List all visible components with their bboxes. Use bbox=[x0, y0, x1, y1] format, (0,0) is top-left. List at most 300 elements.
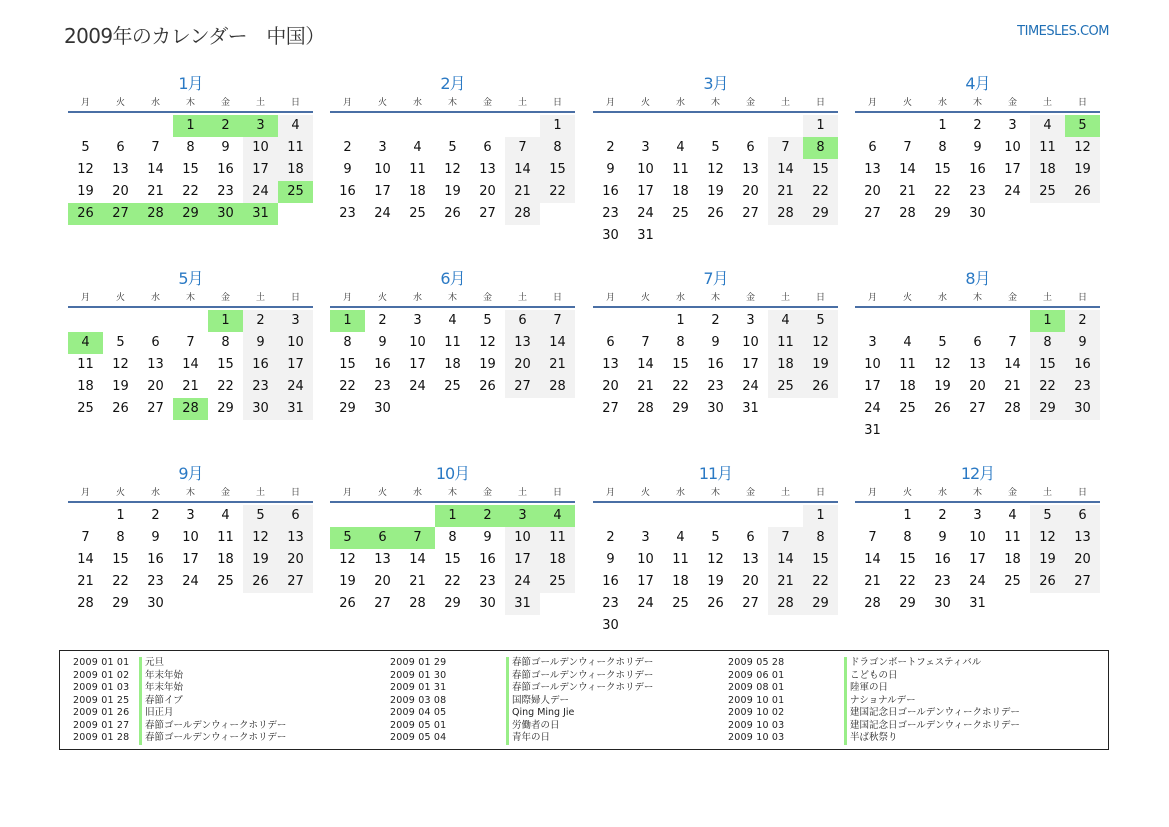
day-cell[interactable]: 17 bbox=[637, 574, 654, 589]
day-cell[interactable]: 1 bbox=[435, 505, 470, 527]
day-cell[interactable]: 5 bbox=[330, 527, 365, 549]
day-cell[interactable]: 13 bbox=[147, 357, 164, 372]
day-cell[interactable]: 30 bbox=[969, 206, 986, 221]
day-cell[interactable]: 28 bbox=[768, 593, 803, 615]
day-cell[interactable]: 12 bbox=[1030, 527, 1065, 549]
day-cell[interactable]: 24 bbox=[742, 379, 759, 394]
day-cell[interactable]: 14 bbox=[505, 159, 540, 181]
day-cell[interactable]: 11 bbox=[899, 357, 916, 372]
day-cell[interactable]: 31 bbox=[637, 228, 654, 243]
day-cell[interactable]: 2 bbox=[378, 313, 387, 328]
day-cell[interactable]: 18 bbox=[409, 184, 426, 199]
day-cell[interactable]: 7 bbox=[1008, 335, 1017, 350]
day-cell[interactable]: 9 bbox=[711, 335, 720, 350]
day-cell[interactable]: 15 bbox=[803, 549, 838, 571]
day-cell[interactable]: 21 bbox=[768, 571, 803, 593]
day-cell[interactable]: 6 bbox=[278, 505, 313, 527]
day-cell[interactable]: 22 bbox=[803, 571, 838, 593]
day-cell[interactable]: 8 bbox=[1030, 332, 1065, 354]
day-cell[interactable]: 15 bbox=[112, 552, 129, 567]
day-cell[interactable]: 14 bbox=[1004, 357, 1021, 372]
day-cell[interactable]: 27 bbox=[103, 203, 138, 225]
day-cell[interactable]: 6 bbox=[116, 140, 125, 155]
day-cell[interactable]: 26 bbox=[1065, 181, 1100, 203]
day-cell[interactable]: 5 bbox=[483, 313, 492, 328]
day-cell[interactable]: 21 bbox=[505, 181, 540, 203]
day-cell[interactable]: 23 bbox=[374, 379, 391, 394]
day-cell[interactable]: 4 bbox=[68, 332, 103, 354]
day-cell[interactable]: 4 bbox=[278, 115, 313, 137]
day-cell[interactable]: 24 bbox=[243, 181, 278, 203]
day-cell[interactable]: 27 bbox=[742, 596, 759, 611]
day-cell[interactable]: 3 bbox=[641, 530, 650, 545]
day-cell[interactable]: 4 bbox=[1030, 115, 1065, 137]
day-cell[interactable]: 31 bbox=[742, 401, 759, 416]
day-cell[interactable]: 22 bbox=[112, 574, 129, 589]
day-cell[interactable]: 14 bbox=[864, 552, 881, 567]
day-cell[interactable]: 18 bbox=[1004, 552, 1021, 567]
day-cell[interactable]: 3 bbox=[973, 508, 982, 523]
day-cell[interactable]: 15 bbox=[444, 552, 461, 567]
day-cell[interactable]: 9 bbox=[973, 140, 982, 155]
day-cell[interactable]: 16 bbox=[602, 184, 619, 199]
day-cell[interactable]: 26 bbox=[243, 571, 278, 593]
day-cell[interactable]: 15 bbox=[672, 357, 689, 372]
day-cell[interactable]: 15 bbox=[540, 159, 575, 181]
day-cell[interactable]: 14 bbox=[182, 357, 199, 372]
day-cell[interactable]: 6 bbox=[606, 335, 615, 350]
day-cell[interactable]: 28 bbox=[540, 376, 575, 398]
day-cell[interactable]: 17 bbox=[182, 552, 199, 567]
day-cell[interactable]: 30 bbox=[147, 596, 164, 611]
day-cell[interactable]: 6 bbox=[483, 140, 492, 155]
day-cell[interactable]: 7 bbox=[903, 140, 912, 155]
day-cell[interactable]: 15 bbox=[1030, 354, 1065, 376]
day-cell[interactable]: 8 bbox=[221, 335, 230, 350]
day-cell[interactable]: 21 bbox=[77, 574, 94, 589]
day-cell[interactable]: 21 bbox=[768, 181, 803, 203]
day-cell[interactable]: 10 bbox=[1004, 140, 1021, 155]
day-cell[interactable]: 12 bbox=[77, 162, 94, 177]
day-cell[interactable]: 18 bbox=[77, 379, 94, 394]
day-cell[interactable]: 24 bbox=[409, 379, 426, 394]
day-cell[interactable]: 12 bbox=[444, 162, 461, 177]
day-cell[interactable]: 26 bbox=[112, 401, 129, 416]
day-cell[interactable]: 28 bbox=[77, 596, 94, 611]
day-cell[interactable]: 10 bbox=[182, 530, 199, 545]
day-cell[interactable]: 16 bbox=[243, 354, 278, 376]
day-cell[interactable]: 16 bbox=[969, 162, 986, 177]
day-cell[interactable]: 19 bbox=[707, 184, 724, 199]
day-cell[interactable]: 21 bbox=[899, 184, 916, 199]
day-cell[interactable]: 24 bbox=[637, 206, 654, 221]
day-cell[interactable]: 9 bbox=[343, 162, 352, 177]
day-cell[interactable]: 25 bbox=[278, 181, 313, 203]
day-cell[interactable]: 13 bbox=[864, 162, 881, 177]
day-cell[interactable]: 15 bbox=[934, 162, 951, 177]
day-cell[interactable]: 8 bbox=[343, 335, 352, 350]
day-cell[interactable]: 19 bbox=[243, 549, 278, 571]
day-cell[interactable]: 2 bbox=[243, 310, 278, 332]
day-cell[interactable]: 12 bbox=[243, 527, 278, 549]
day-cell[interactable]: 9 bbox=[606, 162, 615, 177]
day-cell[interactable]: 10 bbox=[637, 162, 654, 177]
day-cell[interactable]: 4 bbox=[676, 530, 685, 545]
day-cell[interactable]: 6 bbox=[746, 140, 755, 155]
day-cell[interactable]: 20 bbox=[742, 184, 759, 199]
day-cell[interactable]: 29 bbox=[803, 203, 838, 225]
day-cell[interactable]: 10 bbox=[637, 552, 654, 567]
day-cell[interactable]: 7 bbox=[400, 527, 435, 549]
day-cell[interactable]: 9 bbox=[1065, 332, 1100, 354]
day-cell[interactable]: 26 bbox=[803, 376, 838, 398]
day-cell[interactable]: 17 bbox=[505, 549, 540, 571]
day-cell[interactable]: 25 bbox=[672, 596, 689, 611]
day-cell[interactable]: 2 bbox=[208, 115, 243, 137]
day-cell[interactable]: 18 bbox=[768, 354, 803, 376]
day-cell[interactable]: 26 bbox=[707, 206, 724, 221]
day-cell[interactable]: 14 bbox=[768, 549, 803, 571]
day-cell[interactable]: 27 bbox=[374, 596, 391, 611]
day-cell[interactable]: 1 bbox=[116, 508, 125, 523]
day-cell[interactable]: 7 bbox=[151, 140, 160, 155]
day-cell[interactable]: 15 bbox=[899, 552, 916, 567]
day-cell[interactable]: 30 bbox=[208, 203, 243, 225]
day-cell[interactable]: 28 bbox=[409, 596, 426, 611]
day-cell[interactable]: 13 bbox=[505, 332, 540, 354]
day-cell[interactable]: 8 bbox=[186, 140, 195, 155]
day-cell[interactable]: 6 bbox=[1065, 505, 1100, 527]
day-cell[interactable]: 2 bbox=[606, 530, 615, 545]
day-cell[interactable]: 27 bbox=[479, 206, 496, 221]
day-cell[interactable]: 2 bbox=[470, 505, 505, 527]
day-cell[interactable]: 11 bbox=[409, 162, 426, 177]
day-cell[interactable]: 21 bbox=[864, 574, 881, 589]
day-cell[interactable]: 10 bbox=[864, 357, 881, 372]
day-cell[interactable]: 27 bbox=[742, 206, 759, 221]
day-cell[interactable]: 16 bbox=[217, 162, 234, 177]
day-cell[interactable]: 13 bbox=[479, 162, 496, 177]
day-cell[interactable]: 24 bbox=[374, 206, 391, 221]
day-cell[interactable]: 1 bbox=[803, 505, 838, 527]
day-cell[interactable]: 8 bbox=[938, 140, 947, 155]
day-cell[interactable]: 22 bbox=[540, 181, 575, 203]
day-cell[interactable]: 12 bbox=[707, 162, 724, 177]
day-cell[interactable]: 15 bbox=[182, 162, 199, 177]
day-cell[interactable]: 4 bbox=[676, 140, 685, 155]
day-cell[interactable]: 24 bbox=[505, 571, 540, 593]
day-cell[interactable]: 23 bbox=[479, 574, 496, 589]
day-cell[interactable]: 22 bbox=[339, 379, 356, 394]
day-cell[interactable]: 7 bbox=[768, 527, 803, 549]
day-cell[interactable]: 12 bbox=[803, 332, 838, 354]
day-cell[interactable]: 9 bbox=[378, 335, 387, 350]
day-cell[interactable]: 31 bbox=[864, 423, 881, 438]
day-cell[interactable]: 5 bbox=[243, 505, 278, 527]
day-cell[interactable]: 1 bbox=[173, 115, 208, 137]
day-cell[interactable]: 11 bbox=[672, 552, 689, 567]
day-cell[interactable]: 10 bbox=[278, 332, 313, 354]
day-cell[interactable]: 9 bbox=[151, 530, 160, 545]
day-cell[interactable]: 7 bbox=[81, 530, 90, 545]
day-cell[interactable]: 18 bbox=[672, 184, 689, 199]
day-cell[interactable]: 3 bbox=[278, 310, 313, 332]
day-cell[interactable]: 10 bbox=[374, 162, 391, 177]
day-cell[interactable]: 5 bbox=[803, 310, 838, 332]
day-cell[interactable]: 5 bbox=[1030, 505, 1065, 527]
day-cell[interactable]: 21 bbox=[1004, 379, 1021, 394]
day-cell[interactable]: 21 bbox=[182, 379, 199, 394]
day-cell[interactable]: 4 bbox=[540, 505, 575, 527]
day-cell[interactable]: 12 bbox=[934, 357, 951, 372]
day-cell[interactable]: 10 bbox=[409, 335, 426, 350]
day-cell[interactable]: 13 bbox=[374, 552, 391, 567]
day-cell[interactable]: 2 bbox=[1065, 310, 1100, 332]
day-cell[interactable]: 19 bbox=[112, 379, 129, 394]
day-cell[interactable]: 10 bbox=[742, 335, 759, 350]
day-cell[interactable]: 1 bbox=[676, 313, 685, 328]
day-cell[interactable]: 3 bbox=[868, 335, 877, 350]
day-cell[interactable]: 4 bbox=[903, 335, 912, 350]
day-cell[interactable]: 30 bbox=[479, 596, 496, 611]
day-cell[interactable]: 7 bbox=[540, 310, 575, 332]
day-cell[interactable]: 31 bbox=[243, 203, 278, 225]
day-cell[interactable]: 11 bbox=[278, 137, 313, 159]
day-cell[interactable]: 3 bbox=[413, 313, 422, 328]
day-cell[interactable]: 1 bbox=[803, 115, 838, 137]
day-cell[interactable]: 28 bbox=[864, 596, 881, 611]
day-cell[interactable]: 31 bbox=[505, 593, 540, 615]
day-cell[interactable]: 2 bbox=[151, 508, 160, 523]
day-cell[interactable]: 8 bbox=[540, 137, 575, 159]
day-cell[interactable]: 23 bbox=[243, 376, 278, 398]
day-cell[interactable]: 24 bbox=[278, 376, 313, 398]
day-cell[interactable]: 3 bbox=[641, 140, 650, 155]
day-cell[interactable]: 29 bbox=[112, 596, 129, 611]
site-name[interactable]: TIMESLES.COM bbox=[1017, 24, 1109, 39]
day-cell[interactable]: 26 bbox=[934, 401, 951, 416]
day-cell[interactable]: 20 bbox=[742, 574, 759, 589]
day-cell[interactable]: 6 bbox=[365, 527, 400, 549]
day-cell[interactable]: 4 bbox=[1008, 508, 1017, 523]
day-cell[interactable]: 18 bbox=[217, 552, 234, 567]
day-cell[interactable]: 31 bbox=[278, 398, 313, 420]
day-cell[interactable]: 12 bbox=[339, 552, 356, 567]
day-cell[interactable]: 14 bbox=[540, 332, 575, 354]
day-cell[interactable]: 17 bbox=[864, 379, 881, 394]
day-cell[interactable]: 11 bbox=[217, 530, 234, 545]
day-cell[interactable]: 15 bbox=[217, 357, 234, 372]
day-cell[interactable]: 10 bbox=[505, 527, 540, 549]
day-cell[interactable]: 30 bbox=[602, 618, 619, 633]
day-cell[interactable]: 29 bbox=[444, 596, 461, 611]
day-cell[interactable]: 9 bbox=[606, 552, 615, 567]
day-cell[interactable]: 8 bbox=[116, 530, 125, 545]
day-cell[interactable]: 20 bbox=[505, 354, 540, 376]
day-cell[interactable]: 18 bbox=[278, 159, 313, 181]
day-cell[interactable]: 15 bbox=[803, 159, 838, 181]
day-cell[interactable]: 9 bbox=[221, 140, 230, 155]
day-cell[interactable]: 14 bbox=[768, 159, 803, 181]
day-cell[interactable]: 22 bbox=[934, 184, 951, 199]
day-cell[interactable]: 1 bbox=[208, 310, 243, 332]
day-cell[interactable]: 17 bbox=[637, 184, 654, 199]
day-cell[interactable]: 1 bbox=[540, 115, 575, 137]
day-cell[interactable]: 17 bbox=[278, 354, 313, 376]
day-cell[interactable]: 27 bbox=[147, 401, 164, 416]
day-cell[interactable]: 26 bbox=[1030, 571, 1065, 593]
day-cell[interactable]: 4 bbox=[221, 508, 230, 523]
day-cell[interactable]: 11 bbox=[768, 332, 803, 354]
day-cell[interactable]: 5 bbox=[1065, 115, 1100, 137]
day-cell[interactable]: 11 bbox=[540, 527, 575, 549]
day-cell[interactable]: 11 bbox=[672, 162, 689, 177]
day-cell[interactable]: 25 bbox=[540, 571, 575, 593]
day-cell[interactable]: 10 bbox=[243, 137, 278, 159]
day-cell[interactable]: 8 bbox=[803, 527, 838, 549]
day-cell[interactable]: 9 bbox=[243, 332, 278, 354]
day-cell[interactable]: 19 bbox=[934, 379, 951, 394]
day-cell[interactable]: 25 bbox=[1030, 181, 1065, 203]
day-cell[interactable]: 6 bbox=[746, 530, 755, 545]
day-cell[interactable]: 13 bbox=[742, 552, 759, 567]
day-cell[interactable]: 30 bbox=[243, 398, 278, 420]
day-cell[interactable]: 19 bbox=[339, 574, 356, 589]
day-cell[interactable]: 3 bbox=[505, 505, 540, 527]
day-cell[interactable]: 10 bbox=[969, 530, 986, 545]
day-cell[interactable]: 26 bbox=[444, 206, 461, 221]
day-cell[interactable]: 20 bbox=[1065, 549, 1100, 571]
day-cell[interactable]: 22 bbox=[217, 379, 234, 394]
day-cell[interactable]: 5 bbox=[938, 335, 947, 350]
day-cell[interactable]: 5 bbox=[81, 140, 90, 155]
day-cell[interactable]: 19 bbox=[479, 357, 496, 372]
day-cell[interactable]: 16 bbox=[1065, 354, 1100, 376]
day-cell[interactable]: 28 bbox=[173, 398, 208, 420]
day-cell[interactable]: 24 bbox=[864, 401, 881, 416]
day-cell[interactable]: 17 bbox=[243, 159, 278, 181]
day-cell[interactable]: 1 bbox=[330, 310, 365, 332]
day-cell[interactable]: 23 bbox=[969, 184, 986, 199]
day-cell[interactable]: 29 bbox=[1030, 398, 1065, 420]
day-cell[interactable]: 12 bbox=[1065, 137, 1100, 159]
day-cell[interactable]: 16 bbox=[707, 357, 724, 372]
day-cell[interactable]: 22 bbox=[182, 184, 199, 199]
day-cell[interactable]: 25 bbox=[899, 401, 916, 416]
day-cell[interactable]: 16 bbox=[374, 357, 391, 372]
day-cell[interactable]: 18 bbox=[899, 379, 916, 394]
day-cell[interactable]: 14 bbox=[409, 552, 426, 567]
day-cell[interactable]: 23 bbox=[602, 206, 619, 221]
day-cell[interactable]: 11 bbox=[77, 357, 94, 372]
day-cell[interactable]: 24 bbox=[1004, 184, 1021, 199]
day-cell[interactable]: 29 bbox=[217, 401, 234, 416]
day-cell[interactable]: 16 bbox=[147, 552, 164, 567]
day-cell[interactable]: 21 bbox=[409, 574, 426, 589]
day-cell[interactable]: 24 bbox=[637, 596, 654, 611]
day-cell[interactable]: 16 bbox=[479, 552, 496, 567]
day-cell[interactable]: 29 bbox=[339, 401, 356, 416]
day-cell[interactable]: 11 bbox=[444, 335, 461, 350]
day-cell[interactable]: 8 bbox=[803, 137, 838, 159]
day-cell[interactable]: 1 bbox=[1030, 310, 1065, 332]
day-cell[interactable]: 28 bbox=[505, 203, 540, 225]
day-cell[interactable]: 25 bbox=[1004, 574, 1021, 589]
day-cell[interactable]: 25 bbox=[672, 206, 689, 221]
day-cell[interactable]: 13 bbox=[1065, 527, 1100, 549]
day-cell[interactable]: 1 bbox=[903, 508, 912, 523]
day-cell[interactable]: 13 bbox=[969, 357, 986, 372]
day-cell[interactable]: 19 bbox=[444, 184, 461, 199]
day-cell[interactable]: 5 bbox=[711, 530, 720, 545]
day-cell[interactable]: 7 bbox=[505, 137, 540, 159]
day-cell[interactable]: 30 bbox=[1065, 398, 1100, 420]
day-cell[interactable]: 19 bbox=[803, 354, 838, 376]
day-cell[interactable]: 30 bbox=[934, 596, 951, 611]
day-cell[interactable]: 7 bbox=[641, 335, 650, 350]
day-cell[interactable]: 20 bbox=[479, 184, 496, 199]
day-cell[interactable]: 27 bbox=[864, 206, 881, 221]
day-cell[interactable]: 30 bbox=[707, 401, 724, 416]
day-cell[interactable]: 20 bbox=[147, 379, 164, 394]
day-cell[interactable]: 25 bbox=[409, 206, 426, 221]
day-cell[interactable]: 2 bbox=[606, 140, 615, 155]
day-cell[interactable]: 19 bbox=[1065, 159, 1100, 181]
day-cell[interactable]: 29 bbox=[803, 593, 838, 615]
day-cell[interactable]: 27 bbox=[1065, 571, 1100, 593]
day-cell[interactable]: 5 bbox=[448, 140, 457, 155]
day-cell[interactable]: 25 bbox=[77, 401, 94, 416]
day-cell[interactable]: 3 bbox=[1008, 118, 1017, 133]
day-cell[interactable]: 26 bbox=[707, 596, 724, 611]
day-cell[interactable]: 2 bbox=[973, 118, 982, 133]
day-cell[interactable]: 26 bbox=[339, 596, 356, 611]
day-cell[interactable]: 16 bbox=[339, 184, 356, 199]
day-cell[interactable]: 6 bbox=[868, 140, 877, 155]
day-cell[interactable]: 22 bbox=[672, 379, 689, 394]
day-cell[interactable]: 2 bbox=[938, 508, 947, 523]
day-cell[interactable]: 18 bbox=[540, 549, 575, 571]
day-cell[interactable]: 4 bbox=[768, 310, 803, 332]
day-cell[interactable]: 25 bbox=[768, 376, 803, 398]
day-cell[interactable]: 7 bbox=[868, 530, 877, 545]
day-cell[interactable]: 20 bbox=[278, 549, 313, 571]
day-cell[interactable]: 8 bbox=[676, 335, 685, 350]
day-cell[interactable]: 2 bbox=[711, 313, 720, 328]
day-cell[interactable]: 3 bbox=[186, 508, 195, 523]
day-cell[interactable]: 13 bbox=[742, 162, 759, 177]
day-cell[interactable]: 23 bbox=[217, 184, 234, 199]
day-cell[interactable]: 3 bbox=[746, 313, 755, 328]
day-cell[interactable]: 13 bbox=[602, 357, 619, 372]
day-cell[interactable]: 29 bbox=[672, 401, 689, 416]
day-cell[interactable]: 21 bbox=[147, 184, 164, 199]
day-cell[interactable]: 26 bbox=[479, 379, 496, 394]
day-cell[interactable]: 12 bbox=[479, 335, 496, 350]
day-cell[interactable]: 15 bbox=[339, 357, 356, 372]
day-cell[interactable]: 22 bbox=[1030, 376, 1065, 398]
day-cell[interactable]: 14 bbox=[637, 357, 654, 372]
day-cell[interactable]: 23 bbox=[602, 596, 619, 611]
day-cell[interactable]: 21 bbox=[637, 379, 654, 394]
day-cell[interactable]: 23 bbox=[147, 574, 164, 589]
day-cell[interactable]: 21 bbox=[540, 354, 575, 376]
day-cell[interactable]: 14 bbox=[899, 162, 916, 177]
day-cell[interactable]: 18 bbox=[672, 574, 689, 589]
day-cell[interactable]: 27 bbox=[505, 376, 540, 398]
day-cell[interactable]: 23 bbox=[1065, 376, 1100, 398]
day-cell[interactable]: 22 bbox=[444, 574, 461, 589]
